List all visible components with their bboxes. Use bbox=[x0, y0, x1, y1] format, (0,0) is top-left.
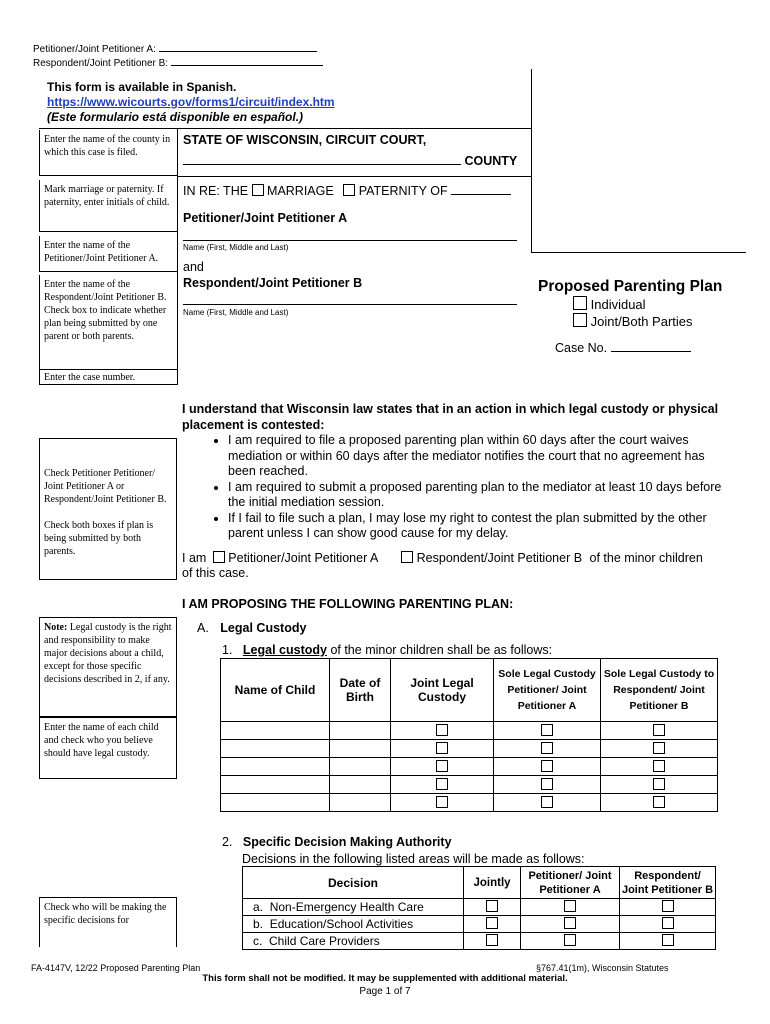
i-am-line bbox=[182, 551, 722, 567]
proposing-heading: I AM PROPOSING THE FOLLOWING PARENTING PLAN: bbox=[182, 597, 514, 611]
footer-statute: §767.41(1m), Wisconsin Statutes bbox=[536, 963, 669, 973]
sole-a-cell bbox=[494, 758, 601, 776]
spanish-line-3: (Este formulario está disponible en español.) bbox=[47, 110, 304, 124]
in-re-line bbox=[183, 184, 511, 198]
dob-cell[interactable] bbox=[330, 776, 391, 794]
petitioner-label: Petitioner/Joint Petitioner A: bbox=[33, 44, 156, 55]
child-name-cell[interactable] bbox=[221, 758, 330, 776]
page-number: Page 1 of 7 bbox=[359, 986, 411, 997]
col-petitioner-a: Petitioner/ Joint Petitioner A bbox=[521, 867, 620, 899]
bullet-lose: • If I fail to file such a plan, I may lose my right to contest the plan submitted by the other parent unless I can show good cause for my delay. bbox=[228, 511, 722, 542]
joint-checkbox[interactable] bbox=[436, 724, 448, 736]
note-county: Enter the name of the county in which this case is filed. bbox=[39, 130, 177, 176]
respondent-label: Respondent/Joint Petitioner B: bbox=[33, 58, 169, 69]
decision-label-cell bbox=[243, 933, 464, 950]
bullet-submit: • I am required to submit a proposed parenting plan to the mediator at least 10 days before the initial mediation session. bbox=[228, 480, 722, 511]
respondent-b-checkbox[interactable] bbox=[662, 900, 674, 912]
form-title: Proposed Parenting Plan bbox=[538, 278, 723, 295]
jointly-cell bbox=[464, 899, 521, 916]
respondent-field[interactable] bbox=[171, 65, 323, 66]
county-label: COUNTY bbox=[464, 154, 518, 168]
jointly-checkbox[interactable] bbox=[486, 934, 498, 946]
respondent-b-checkbox[interactable] bbox=[401, 551, 413, 563]
bullet-file: • I am required to file a proposed parenting plan within 60 days after the court waives mediation or within 60 days after the mediator notifies the court that no agreement has been reached. bbox=[228, 433, 722, 480]
col-respondent-b: Respondent/ Joint Petitioner B bbox=[620, 867, 716, 899]
sole-a-cell bbox=[494, 740, 601, 758]
sole-a-checkbox[interactable] bbox=[541, 724, 553, 736]
note-i-am-text-2: Check both boxes if plan is being submitted by both parents. bbox=[44, 520, 154, 557]
paternity-checkbox[interactable] bbox=[343, 184, 355, 196]
custody-row bbox=[221, 758, 718, 776]
sole-a-checkbox[interactable] bbox=[541, 778, 553, 790]
decision-subheading: Decisions in the following listed areas will be made as follows: bbox=[242, 852, 585, 866]
petitioner-field[interactable] bbox=[159, 51, 317, 52]
note-enter-children: Enter the name of each child and check who you believe should have legal custody. bbox=[39, 717, 177, 779]
dob-cell[interactable] bbox=[330, 722, 391, 740]
item-bold: Legal custody bbox=[242, 643, 327, 657]
legal-custody-heading bbox=[197, 621, 306, 635]
item-number: 1. bbox=[222, 643, 233, 657]
decision-heading bbox=[222, 835, 452, 849]
header-petitioner bbox=[33, 44, 317, 55]
child-name-cell[interactable] bbox=[221, 740, 330, 758]
joint-checkbox[interactable] bbox=[436, 778, 448, 790]
forms-link[interactable]: https://www.wicourts.gov/forms1/circuit/index.htm bbox=[47, 95, 335, 109]
stamp-area-left-border bbox=[531, 69, 532, 253]
decision-label-cell bbox=[243, 916, 464, 933]
note-petitioner: Enter the name of the Petitioner/Joint Petitioner A. bbox=[39, 236, 177, 272]
joint-cell bbox=[391, 794, 494, 812]
decision-header-row bbox=[243, 867, 716, 899]
individual-option bbox=[573, 296, 646, 312]
joint-checkbox[interactable] bbox=[436, 742, 448, 754]
petitioner-a-checkbox[interactable] bbox=[213, 551, 225, 563]
jointly-checkbox[interactable] bbox=[486, 917, 498, 929]
i-am-label: I am bbox=[182, 550, 207, 565]
footer-form-id: FA-4147V, 12/22 Proposed Parenting Plan bbox=[31, 963, 201, 973]
respondent-b-label: Respondent/Joint Petitioner B bbox=[416, 550, 583, 565]
caption-top-rule bbox=[39, 128, 531, 129]
decision-label: Education/School Activities bbox=[269, 917, 414, 931]
petitioner-caption: Petitioner/Joint Petitioner A bbox=[183, 211, 348, 225]
petitioner-a-cell bbox=[521, 916, 620, 933]
decision-number: 2. bbox=[222, 835, 233, 849]
header-respondent bbox=[33, 58, 323, 69]
petitioner-a-label: Petitioner/Joint Petitioner A bbox=[228, 550, 378, 565]
col-sole-a: Sole Legal Custody Petitioner/ Joint Petitioner A bbox=[494, 659, 601, 722]
decision-label: Child Care Providers bbox=[269, 934, 380, 948]
note-legal-custody bbox=[39, 617, 177, 717]
jointly-cell bbox=[464, 916, 521, 933]
note-decisions: Check who will be making the specific decisions for bbox=[39, 897, 177, 947]
note-i-am bbox=[39, 438, 177, 580]
dob-cell[interactable] bbox=[330, 758, 391, 776]
respondent-name-field[interactable] bbox=[183, 304, 517, 305]
petitioner-a-cell bbox=[521, 899, 620, 916]
petitioner-a-cell bbox=[521, 933, 620, 950]
note-respondent: Enter the name of the Respondent/Joint Petitioner B. Check box to indicate whether plan being submitted by one parent or both parents. bbox=[39, 275, 177, 370]
col-jointly: Jointly bbox=[464, 867, 521, 899]
joint-cell bbox=[391, 722, 494, 740]
petitioner-name-field[interactable] bbox=[183, 240, 517, 241]
joint-checkbox[interactable] bbox=[436, 760, 448, 772]
child-name-cell[interactable] bbox=[221, 794, 330, 812]
respondent-b-cell bbox=[620, 899, 716, 916]
stamp-area-bottom-border bbox=[531, 252, 746, 253]
jointly-cell bbox=[464, 933, 521, 950]
petitioner-a-checkbox[interactable] bbox=[564, 900, 576, 912]
custody-row bbox=[221, 794, 718, 812]
caption-mid-rule-1 bbox=[178, 176, 531, 177]
sole-b-checkbox[interactable] bbox=[653, 724, 665, 736]
court-heading: STATE OF WISCONSIN, CIRCUIT COURT, bbox=[183, 133, 427, 147]
decision-letter: c. bbox=[253, 934, 263, 948]
item-rest: of the minor children shall be as follows: bbox=[326, 643, 553, 657]
understand-section bbox=[182, 402, 722, 582]
spanish-notice bbox=[47, 80, 335, 125]
sole-b-cell bbox=[601, 776, 718, 794]
case-no-label: Case No. bbox=[555, 341, 608, 355]
joint-cell bbox=[391, 758, 494, 776]
sole-b-cell bbox=[601, 758, 718, 776]
case-number bbox=[555, 341, 691, 355]
decision-label: Non-Emergency Health Care bbox=[269, 900, 424, 914]
joint-cell bbox=[391, 776, 494, 794]
custody-row bbox=[221, 740, 718, 758]
decision-letter: a. bbox=[253, 900, 264, 914]
decision-letter: b. bbox=[253, 917, 264, 931]
child-name-cell[interactable] bbox=[221, 776, 330, 794]
dob-cell[interactable] bbox=[330, 794, 391, 812]
marriage-label: MARRIAGE bbox=[267, 184, 334, 198]
note-bold: Note: bbox=[44, 622, 68, 633]
spanish-line-1: This form is available in Spanish. bbox=[47, 80, 237, 94]
petitioner-a-checkbox[interactable] bbox=[564, 934, 576, 946]
note-i-am-text: Check Petitioner Petitioner/ Joint Petitioner A or Respondent/Joint Petitioner B. bbox=[44, 468, 167, 505]
respondent-b-checkbox[interactable] bbox=[662, 917, 674, 929]
note-rest: Legal custody is the right and responsibility to make major decisions about a child, except for those specific decisions described in 2, if any. bbox=[44, 622, 172, 685]
sole-b-checkbox[interactable] bbox=[653, 796, 665, 808]
joint-cell bbox=[391, 740, 494, 758]
decision-row bbox=[243, 933, 716, 950]
col-date-of-birth: Date of Birth bbox=[330, 659, 391, 722]
sole-a-checkbox[interactable] bbox=[541, 760, 553, 772]
sole-b-cell bbox=[601, 722, 718, 740]
i-am-tail-2: of this case. bbox=[182, 566, 249, 580]
note-case-no: Enter the case number. bbox=[39, 370, 177, 385]
marriage-checkbox[interactable] bbox=[252, 184, 264, 196]
col-decision: Decision bbox=[243, 867, 464, 899]
caption-divider bbox=[177, 128, 178, 385]
name-hint-2: Name (First, Middle and Last) bbox=[183, 308, 289, 317]
custody-row bbox=[221, 722, 718, 740]
custody-row bbox=[221, 776, 718, 794]
custody-header-row bbox=[221, 659, 718, 722]
paternity-initials-field[interactable] bbox=[451, 194, 511, 195]
note-marriage: Mark marriage or paternity. If paternity, enter initials of child. bbox=[39, 180, 177, 232]
sole-b-cell bbox=[601, 740, 718, 758]
decision-table bbox=[242, 866, 716, 950]
name-hint-1: Name (First, Middle and Last) bbox=[183, 243, 289, 252]
child-name-cell[interactable] bbox=[221, 722, 330, 740]
col-name-of-child: Name of Child bbox=[221, 659, 330, 722]
county-line bbox=[183, 150, 517, 168]
dob-cell[interactable] bbox=[330, 740, 391, 758]
i-am-tail: of the minor children bbox=[589, 550, 703, 565]
county-field[interactable] bbox=[183, 150, 461, 165]
sole-a-cell bbox=[494, 722, 601, 740]
respondent-b-checkbox[interactable] bbox=[662, 934, 674, 946]
individual-label: Individual bbox=[590, 297, 646, 312]
legal-custody-item bbox=[222, 643, 552, 657]
section-letter: A. bbox=[197, 621, 209, 635]
decision-title: Specific Decision Making Authority bbox=[242, 835, 452, 849]
sole-b-checkbox[interactable] bbox=[653, 760, 665, 772]
sole-a-checkbox[interactable] bbox=[541, 796, 553, 808]
joint-option bbox=[573, 313, 693, 329]
in-re-label: IN RE: THE bbox=[183, 184, 249, 198]
and-label: and bbox=[183, 260, 204, 274]
individual-checkbox[interactable] bbox=[573, 296, 587, 310]
section-title: Legal Custody bbox=[220, 621, 307, 635]
respondent-b-cell bbox=[620, 933, 716, 950]
petitioner-a-checkbox[interactable] bbox=[564, 917, 576, 929]
col-joint-legal: Joint Legal Custody bbox=[391, 659, 494, 722]
jointly-checkbox[interactable] bbox=[486, 900, 498, 912]
paternity-label: PATERNITY OF bbox=[358, 184, 448, 198]
sole-b-checkbox[interactable] bbox=[653, 742, 665, 754]
sole-a-cell bbox=[494, 794, 601, 812]
joint-label: Joint/Both Parties bbox=[590, 314, 693, 329]
decision-label-cell bbox=[243, 899, 464, 916]
sole-a-cell bbox=[494, 776, 601, 794]
footer-notice: This form shall not be modified. It may be supplemented with additional material. bbox=[202, 973, 568, 984]
respondent-b-cell bbox=[620, 916, 716, 933]
col-sole-b: Sole Legal Custody to Respondent/ Joint Petitioner B bbox=[601, 659, 718, 722]
sole-b-checkbox[interactable] bbox=[653, 778, 665, 790]
case-no-field[interactable] bbox=[611, 351, 691, 352]
requirements-list bbox=[182, 433, 722, 542]
joint-checkbox[interactable] bbox=[573, 313, 587, 327]
sole-b-cell bbox=[601, 794, 718, 812]
understand-heading: I understand that Wisconsin law states that in an action in which legal custody or physical placement is contested: bbox=[182, 402, 719, 432]
sole-a-checkbox[interactable] bbox=[541, 742, 553, 754]
respondent-caption: Respondent/Joint Petitioner B bbox=[183, 276, 363, 290]
decision-row bbox=[243, 916, 716, 933]
legal-custody-table bbox=[220, 658, 718, 812]
decision-row bbox=[243, 899, 716, 916]
joint-checkbox[interactable] bbox=[436, 796, 448, 808]
